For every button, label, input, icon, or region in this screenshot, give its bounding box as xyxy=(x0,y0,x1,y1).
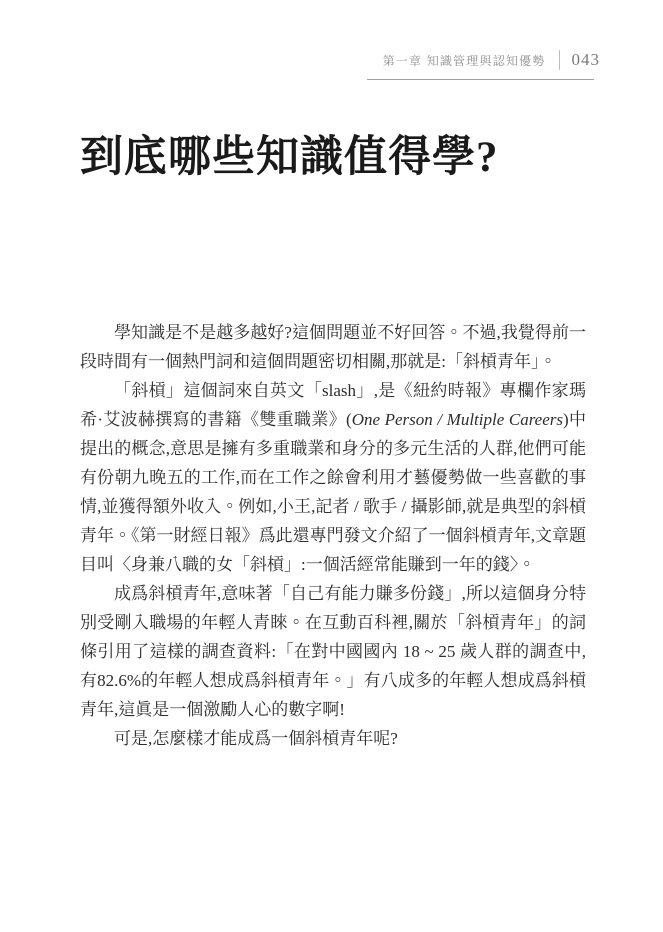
paragraph xyxy=(80,579,586,724)
running-header xyxy=(383,50,600,70)
section-title: 到底哪些知識值得學? xyxy=(80,134,499,181)
text-run: )中提出的概念,意思是擁有多重職業和身分的多元生活的人群,他們可能有份朝九晚五的工作,而在工作之餘會利用才藝優勢做一些喜歡的事情,並獲得額外收入。例如,小王,記者 / 歌手 / 攝影師,就是典型的斜槓青年。《第一財經日報》爲此還專門發文介紹了一個斜槓青年,文章題目叫〈身兼八職的女「斜槓」:一個活經常能賺到一年的錢〉。 xyxy=(80,410,586,574)
article-body xyxy=(80,318,586,753)
page-number: 043 xyxy=(571,50,600,69)
text-run: 可是,怎麼樣才能成爲一個斜槓青年呢? xyxy=(114,729,398,748)
text-run-latin: slash xyxy=(322,381,357,400)
paragraph xyxy=(80,318,586,376)
text-run: 「斜槓」這個詞來自英文「 xyxy=(114,381,323,400)
paragraph xyxy=(80,376,586,579)
text-run-latin-italic: One Person / Multiple Careers xyxy=(351,410,563,429)
text-run: 」,是《紐約時報》專欄作家瑪希·艾波赫撰寫的書籍《雙重職業》( xyxy=(80,381,587,429)
text-run: 學知識是不是越多越好?這個問題並不好回答。不過,我覺得前一段時間有一個熱門詞和這個問題密切相關,那就是:「斜槓青年」。 xyxy=(80,323,586,371)
paragraph xyxy=(80,724,586,753)
header-divider xyxy=(559,50,560,70)
header-rule xyxy=(367,79,594,80)
text-run: 成爲斜槓青年,意味著「自己有能力賺多份錢」,所以這個身分特別受剛入職場的年輕人青睞。在互動百科裡,關於「斜槓青年」的詞條引用了這樣的調查資料:「在對中國國內 18 ~ 25 歲人群的調查中,有82.6%的年輕人想成爲斜槓青年。」有八成多的年輕人想成爲斜槓青年,這眞是一個激勵人心的數字啊! xyxy=(80,584,586,719)
chapter-heading: 第一章 知識管理與認知優勢 xyxy=(382,53,546,68)
